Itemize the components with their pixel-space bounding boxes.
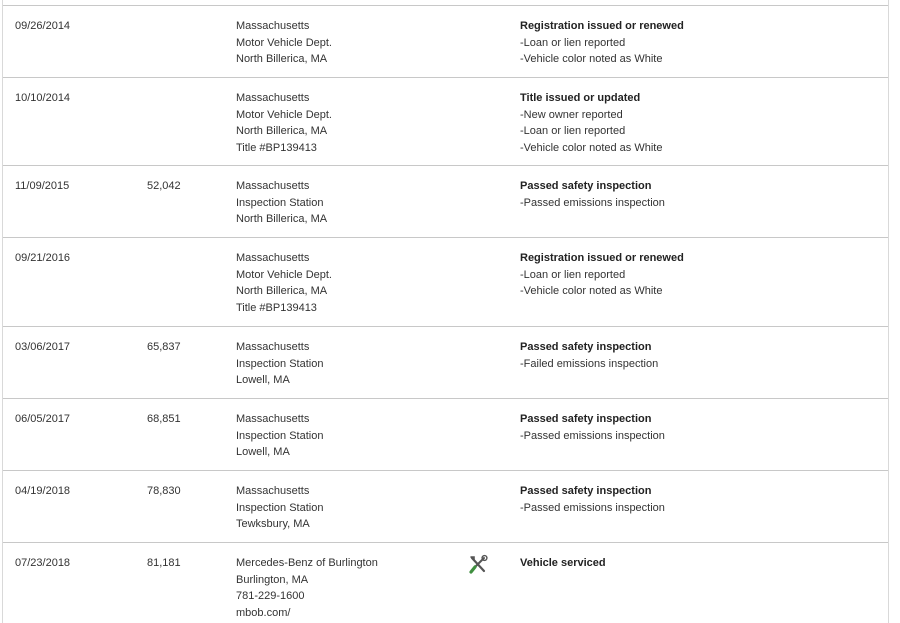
record-source bbox=[236, 483, 323, 533]
record-detail-item: - Failed emissions inspection bbox=[520, 356, 658, 373]
record-odometer: 78,830 bbox=[147, 485, 181, 497]
source-line: 781-229-1600 bbox=[236, 590, 305, 602]
record-detail-item: - Passed emissions inspection bbox=[520, 195, 665, 212]
record-odometer: 52,042 bbox=[147, 180, 181, 192]
record-source bbox=[236, 178, 327, 228]
record-source bbox=[236, 555, 378, 621]
record-date: 06/05/2017 bbox=[15, 413, 71, 425]
record-detail-item: - Passed emissions inspection bbox=[520, 428, 665, 445]
record-date: 07/23/2018 bbox=[15, 557, 71, 569]
table-row bbox=[3, 166, 888, 238]
record-details bbox=[520, 555, 606, 572]
source-line: North Billerica, MA bbox=[236, 125, 328, 137]
source-line: Massachusetts bbox=[236, 252, 310, 264]
record-detail-item: - Loan or lien reported bbox=[520, 123, 662, 140]
record-source bbox=[236, 339, 323, 389]
source-line: Mercedes-Benz of Burlington bbox=[236, 557, 378, 569]
source-line: Massachusetts bbox=[236, 485, 310, 497]
table-row bbox=[3, 78, 888, 166]
record-details bbox=[520, 250, 684, 300]
record-details bbox=[520, 178, 665, 211]
record-event-title: Title issued or updated bbox=[520, 92, 641, 104]
source-line: Massachusetts bbox=[236, 20, 310, 32]
source-line: Tewksbury, MA bbox=[236, 518, 310, 530]
source-line: North Billerica, MA bbox=[236, 213, 328, 225]
record-details bbox=[520, 483, 665, 516]
record-source bbox=[236, 250, 332, 316]
record-odometer: 81,181 bbox=[147, 557, 181, 569]
source-line: Inspection Station bbox=[236, 429, 324, 442]
record-detail-item: - Vehicle color noted as White bbox=[520, 283, 684, 300]
source-line: Lowell, MA bbox=[236, 374, 290, 386]
record-odometer: 68,851 bbox=[147, 413, 181, 425]
table-row bbox=[3, 238, 888, 327]
source-line: Motor Vehicle Dept. bbox=[236, 108, 332, 121]
record-details bbox=[520, 339, 658, 372]
record-detail-item: - Passed emissions inspection bbox=[520, 500, 665, 517]
record-detail-item: - Vehicle color noted as White bbox=[520, 140, 662, 157]
table-row bbox=[3, 543, 888, 623]
source-line: Inspection Station bbox=[236, 196, 324, 209]
source-line: Inspection Station bbox=[236, 501, 324, 514]
source-line: mbob.com/ bbox=[236, 606, 291, 619]
record-detail-item: - Loan or lien reported bbox=[520, 35, 684, 52]
source-line: Massachusetts bbox=[236, 180, 310, 192]
record-source bbox=[236, 411, 323, 461]
source-line: Inspection Station bbox=[236, 357, 324, 370]
record-event-title: Passed safety inspection bbox=[520, 413, 652, 425]
source-line: Motor Vehicle Dept. bbox=[236, 36, 332, 49]
record-date: 11/09/2015 bbox=[15, 180, 70, 192]
record-date: 09/26/2014 bbox=[15, 20, 71, 32]
record-details bbox=[520, 18, 684, 68]
record-date: 04/19/2018 bbox=[15, 485, 71, 497]
record-source bbox=[236, 90, 332, 156]
record-event-title: Vehicle serviced bbox=[520, 557, 606, 569]
service-tools-icon bbox=[467, 554, 489, 576]
record-event-title: Passed safety inspection bbox=[520, 341, 652, 353]
source-line: Burlington, MA bbox=[236, 573, 309, 586]
source-line: Lowell, MA bbox=[236, 446, 290, 458]
source-line: North Billerica, MA bbox=[236, 53, 328, 65]
record-details bbox=[520, 411, 665, 444]
source-line: Massachusetts bbox=[236, 413, 310, 425]
vehicle-history-table bbox=[2, 0, 889, 623]
record-date: 09/21/2016 bbox=[15, 252, 71, 264]
record-detail-item: - Loan or lien reported bbox=[520, 267, 684, 284]
source-line: Massachusetts bbox=[236, 341, 310, 353]
record-date: 03/06/2017 bbox=[15, 341, 71, 353]
source-line: Title #BP139413 bbox=[236, 301, 317, 314]
record-details bbox=[520, 90, 662, 156]
record-detail-item: - Vehicle color noted as White bbox=[520, 51, 684, 68]
record-detail-item: - New owner reported bbox=[520, 107, 662, 124]
source-line: Motor Vehicle Dept. bbox=[236, 268, 332, 281]
table-row bbox=[3, 471, 888, 543]
source-line: North Billerica, MA bbox=[236, 285, 328, 297]
record-event-title: Registration issued or renewed bbox=[520, 20, 684, 32]
record-date: 10/10/2014 bbox=[15, 92, 71, 104]
record-event-title: Passed safety inspection bbox=[520, 485, 652, 497]
source-line: Title #BP139413 bbox=[236, 141, 317, 154]
source-line: Massachusetts bbox=[236, 92, 310, 104]
record-odometer: 65,837 bbox=[147, 341, 181, 353]
table-row bbox=[3, 399, 888, 471]
table-row bbox=[3, 6, 888, 78]
history-rows bbox=[3, 6, 888, 623]
record-event-title: Passed safety inspection bbox=[520, 180, 652, 192]
record-source bbox=[236, 18, 332, 68]
record-event-title: Registration issued or renewed bbox=[520, 252, 684, 264]
table-row bbox=[3, 327, 888, 399]
